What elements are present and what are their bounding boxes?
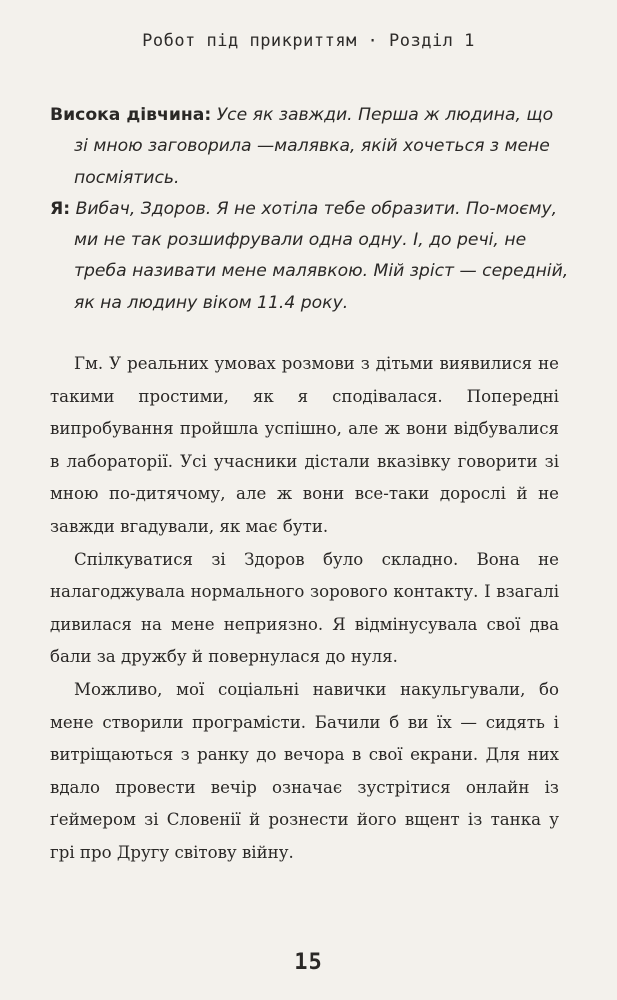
paragraph: Спілкуватися зі Здоров було складно. Вона не налагоджувала нормального зорового контакту. І взагалі дивилася на мене неприязно. Я відмінусувала свої два бали за дружбу й повернулася до нуля. bbox=[50, 549, 559, 667]
speaker-label: Висока дівчина: bbox=[50, 105, 212, 125]
running-head: Робот під прикриттям · Розділ 1 bbox=[142, 31, 475, 51]
dialogue-line bbox=[50, 100, 570, 194]
speech-text: Усе як завжди. Перша ж людина, що зі мною заговорила —малявка, якій хочеться з мене посміятись. bbox=[74, 105, 554, 188]
dialogue-block bbox=[50, 100, 570, 319]
body-text bbox=[50, 348, 559, 870]
paragraph: Гм. У реальних умовах розмови з дітьми виявилися не такими простими, як я сподівалася. Попередні випробування пройшла успішно, але ж вони відбувалися в лабораторії. Усі учасники дістали вказівку говорити зі мною по-дитячому, але ж вони все-таки дорослі й не завжди вгадували, як має бути. bbox=[50, 354, 559, 536]
paragraph: Можливо, мої соціальні навички накульгували, бо мене створили програмісти. Бачили б ви їх — сидять і витріщаються з ранку до вечора в свої екрани. Для них вдало провести вечір означає зустрітися онлайн із ґеймером зі Словенії й рознести його вщент із танка у грі про Другу світову війну. bbox=[50, 679, 559, 862]
speaker-label: Я: bbox=[50, 198, 71, 219]
speech-text: Вибач, Здоров. Я не хотіла тебе образити. По-моєму, ми не так розшифрували одна одну. І, до речі, не треба називати мене малявкою. Мій зріст — середній, як на людину віком 11.4 року. bbox=[74, 198, 569, 313]
page-number: 15 bbox=[294, 950, 323, 975]
dialogue-line bbox=[50, 194, 570, 319]
